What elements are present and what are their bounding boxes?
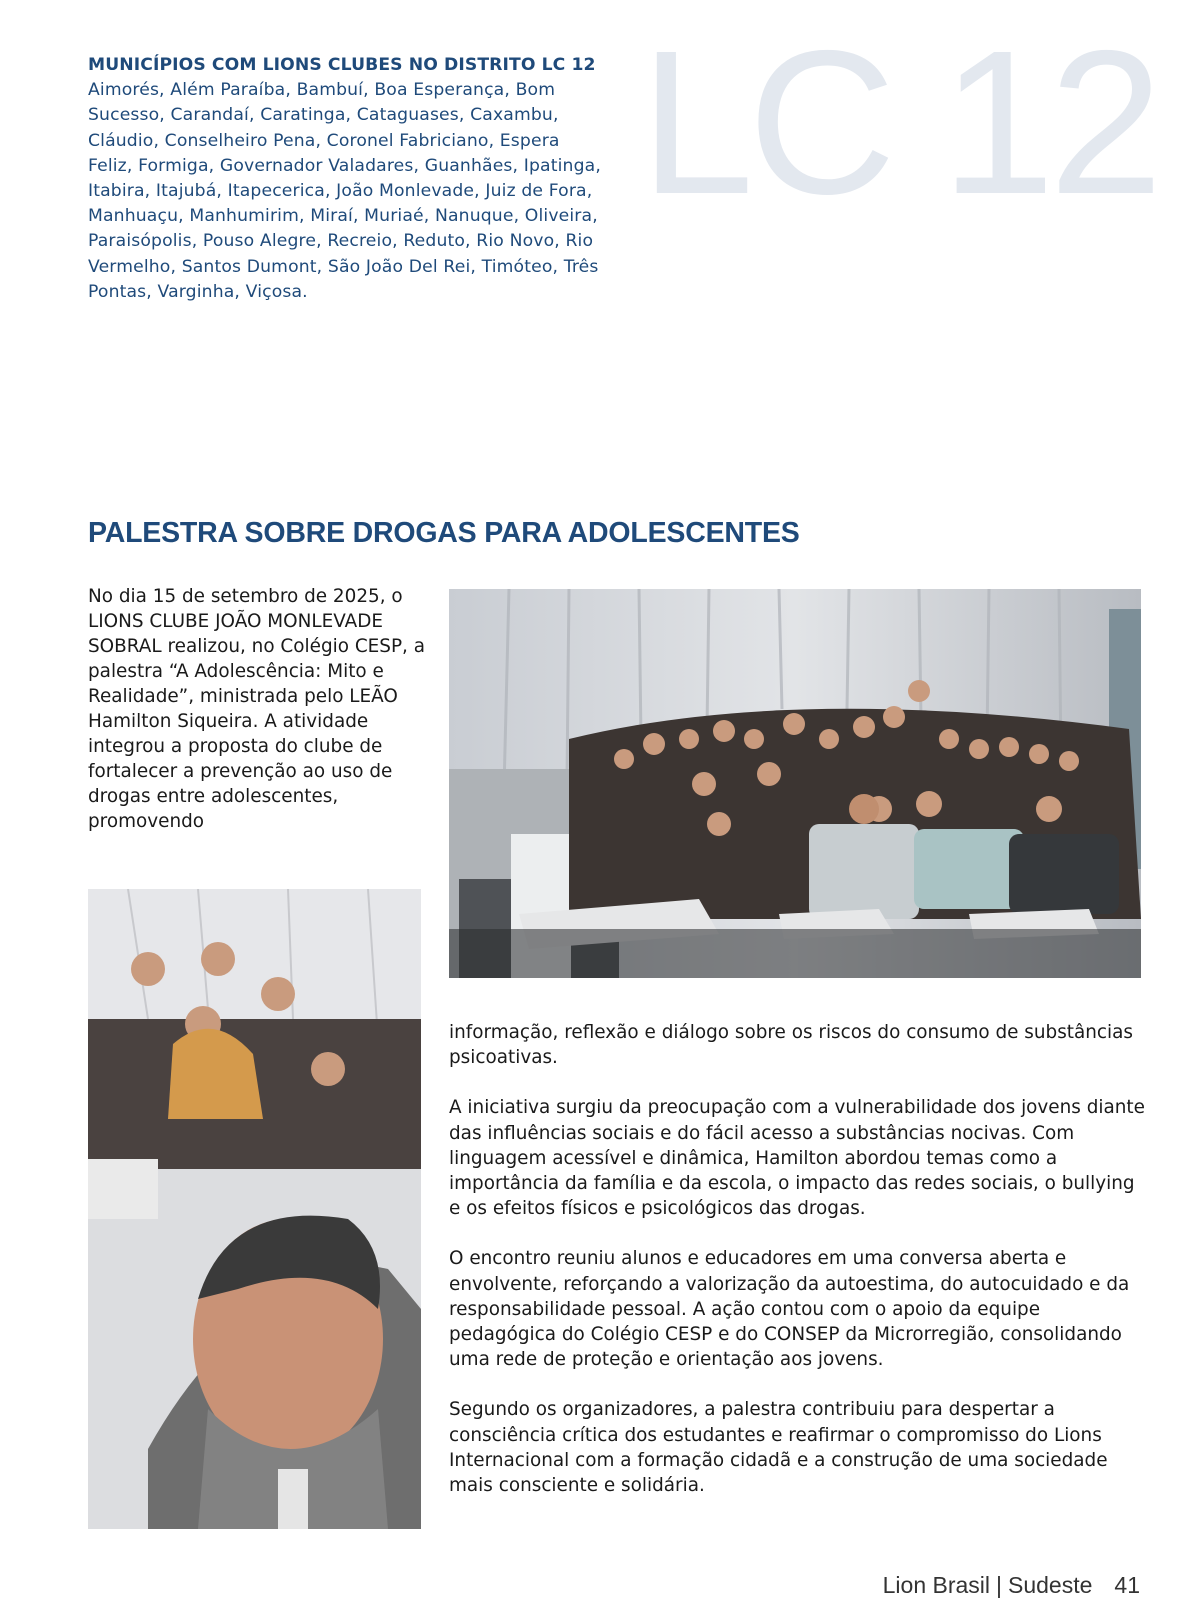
publication-name: Lion Brasil <box>882 1572 991 1598</box>
selfie-photo <box>88 889 421 1529</box>
district-watermark: LC 12 <box>640 8 1158 237</box>
municipalities-title: MUNICÍPIOS COM LIONS CLUBES NO DISTRITO LC 12 <box>88 55 596 75</box>
page-footer <box>883 1572 1140 1599</box>
group-photo <box>449 589 1141 978</box>
footer-separator: | <box>996 1572 1002 1598</box>
article-title: PALESTRA SOBRE DROGAS PARA ADOLESCENTES <box>88 517 800 549</box>
article-paragraph: O encontro reuniu alunos e educadores em uma conversa aberta e envolvente, reforçando a valorização da autoestima, do autocuidado e da responsabilidade pessoal. A ação contou com o apoio da equipe pedagógica do Colégio CESP e do CONSEP da Microrregião, consolidando uma rede de proteção e orientação aos jovens. <box>449 1248 1130 1371</box>
article-paragraph: A iniciativa surgiu da preocupação com a vulnerabilidade dos jovens diante das influências sociais e do fácil acesso a substâncias nocivas. Com linguagem acessível e dinâmica, Hamilton abordou temas como a importância da família e da escola, o impacto das redes sociais, o bullying e os efeitos físicos e psicológicos das drogas. <box>449 1097 1145 1220</box>
municipalities-list: Aimorés, Além Paraíba, Bambuí, Boa Esperança, Bom Sucesso, Carandaí, Caratinga, Cataguases, Caxambu, Cláudio, Conselheiro Pena, Coronel Fabriciano, Espera Feliz, Formiga, Governador Valadares, Guanhães, Ipatinga, Itabira, Itajubá, Itapecerica, João Monlevade, Juiz de Fora, Manhuaçu, Manhumirim, Miraí, Muriaé, Nanuque, Oliveira, Paraisópolis, Pouso Alegre, Recreio, Reduto, Rio Novo, Rio Vermelho, Santos Dumont, São João Del Rei, Timóteo, Três Pontas, Varginha, Viçosa. <box>88 80 601 302</box>
page-number: 41 <box>1114 1572 1140 1598</box>
article-paragraph: Segundo os organizadores, a palestra contribuiu para despertar a consciência crítica dos estudantes e reafirmar o compromisso do Lions Internacional com a formação cidadã e a construção de uma sociedade mais consciente e solidária. <box>449 1399 1108 1497</box>
article-intro: No dia 15 de setembro de 2025, o LIONS CLUBE JOÃO MONLEVADE SOBRAL realizou, no Colégio CESP, a palestra “A Adolescência: Mito e Realidade”, ministrada pelo LEÃO Hamilton Siqueira. A atividade integrou a proposta do clube de fortalecer a prevenção ao uso de drogas entre adolescentes, promovendo <box>88 586 426 832</box>
article-body <box>449 1020 1149 1523</box>
region-name: Sudeste <box>1008 1572 1093 1598</box>
municipalities-box <box>88 53 608 305</box>
article-paragraph: informação, reflexão e diálogo sobre os riscos do consumo de substâncias psicoativas. <box>449 1022 1133 1069</box>
